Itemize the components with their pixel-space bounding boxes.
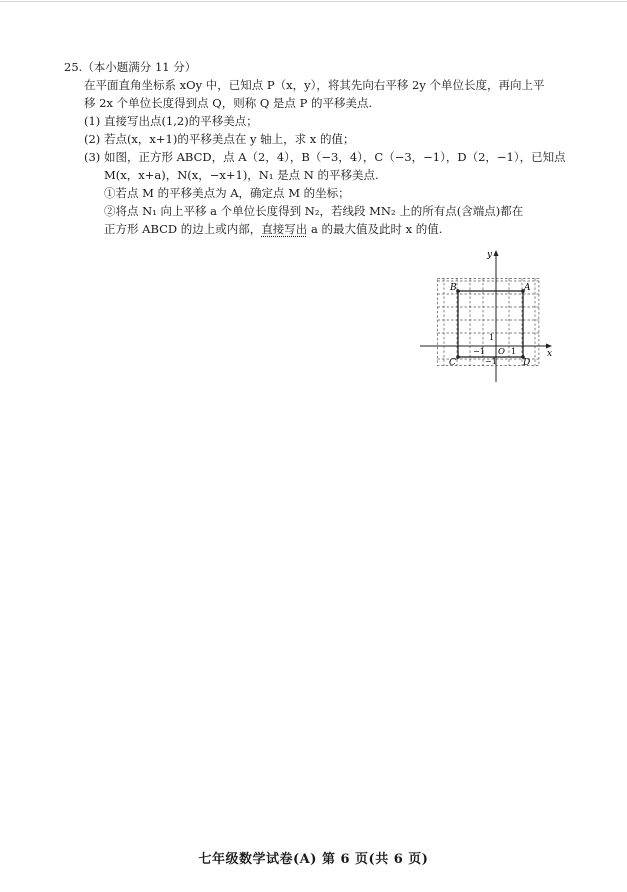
sub2-line2-post: a 的最大值及此时 x 的值. [307,222,443,236]
page-footer: 七年级数学试卷(A) 第 6 页(共 6 页) [198,852,429,867]
point-b [456,289,460,293]
problem-heading: 25.（本小题满分 11 分） [64,60,197,74]
top-border [0,1,627,2]
x-axis-arrow-icon [546,344,552,349]
problem-intro-line1: 在平面直角坐标系 xOy 中，已知点 P（x，y），将其先向右平移 2y 个单位长度，再向上平 [84,78,545,92]
problem-part2: (2) 若点(x，x+1)的平移美点在 y 轴上，求 x 的值； [84,132,355,146]
label-b: B [450,283,457,293]
y-axis-label: y [487,250,493,260]
sub2-line2-emphasis: 直接写出 [261,222,308,236]
tick-label-x-neg: −1 [473,347,485,356]
y-axis-arrow-icon [494,250,499,256]
problem-part3-line2: M(x，x+a)，N(x，−x+1)，N₁ 是点 N 的平移美点. [104,168,379,182]
coordinate-figure [418,246,558,386]
problem-part1: (1) 直接写出点(1,2)的平移美点； [84,114,258,128]
label-a: A [524,283,531,293]
problem-intro-line2: 移 2x 个单位长度得到点 Q，则称 Q 是点 P 的平移美点. [84,96,373,110]
label-c: C [449,358,456,368]
problem-part3-line1: (3) 如图，正方形 ABCD，点 A（2，4），B（−3，4），C（−3，−1），D（2，−1），已知点 [84,150,566,164]
tick-label-y-neg: −1 [485,357,497,366]
coordinate-grid-svg [418,246,558,386]
problem-part3-sub2-line1: ②将点 N₁ 向上平移 a 个单位长度得到 N₂，若线段 MN₂ 上的所有点(含端点)都在 [104,204,524,218]
origin-label: O [498,347,505,357]
sub2-line2-pre: 正方形 ABCD 的边上或内部， [104,222,262,236]
problem-part3-sub2-line2 [104,222,442,236]
x-axis-label: x [547,349,553,359]
point-c [456,355,460,359]
label-d: D [523,358,531,368]
tick-label-y-pos: 1 [489,333,495,342]
tick-label-x-pos: 1 [511,347,517,356]
problem-part3-sub1: ①若点 M 的平移美点为 A，确定点 M 的坐标； [104,186,350,200]
